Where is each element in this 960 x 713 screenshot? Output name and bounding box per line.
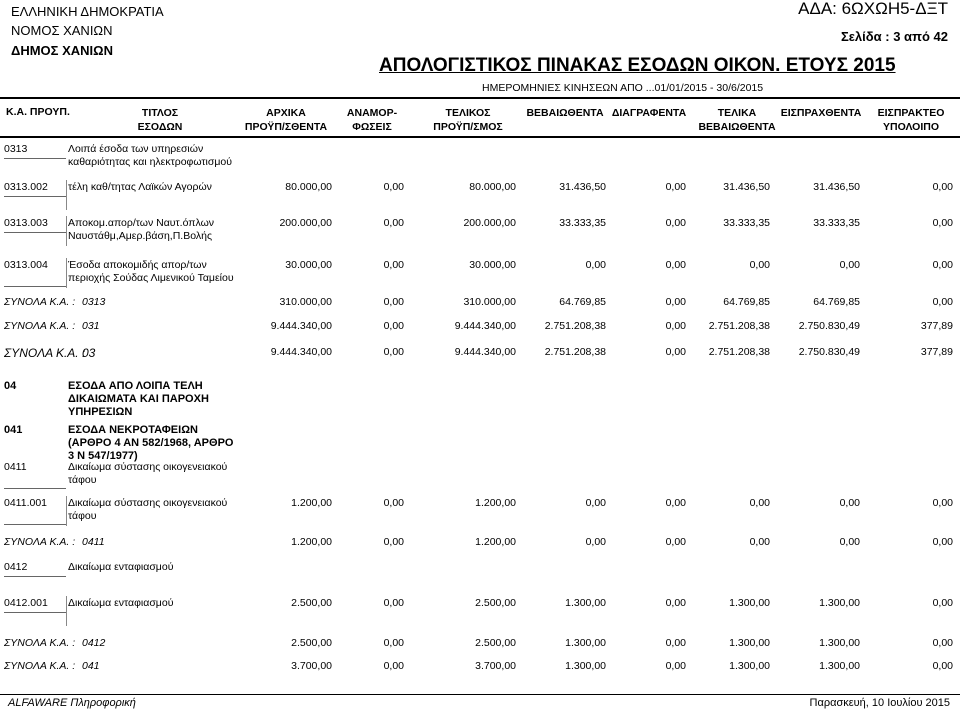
row-value: 9.444.340,00	[270, 320, 332, 332]
col-header-deleted: ΔΙΑΓΡΑΦΕΝΤΑ	[611, 107, 687, 119]
row-title: Δικαίωμα σύστασης οικογενειακού τάφου	[68, 497, 228, 522]
row-title: ΕΣΟΔΑ ΝΕΚΡΟΤΑΦΕΙΩΝ (ΑΡΘΡΟ 4 ΑΝ 582/1968, ΑΡΘΡΟ 3 Ν 547/1977)	[68, 424, 234, 462]
row-value: 1.300,00	[819, 660, 860, 672]
col-header-receivable: ΕΙΣΠΡΑΚΤΕΟ ΥΠΟΛΟΙΠΟ	[877, 107, 945, 133]
col-header-final-certified: ΤΕΛΙΚΑ ΒΕΒΑΙΩΘΕΝΤΑ	[698, 107, 776, 133]
row-value: 31.436,50	[723, 181, 770, 193]
row-value: 31.436,50	[559, 181, 606, 193]
row-value: 33.333,35	[559, 217, 606, 229]
row-value: 9.444.340,00	[454, 320, 516, 332]
row-divider	[66, 258, 67, 288]
column-header-row	[0, 99, 960, 135]
row-value: 30.000,00	[469, 259, 516, 271]
col-header-final-budget: ΤΕΛΙΚΟΣ ΠΡΟΫΠ/ΣΜΟΣ	[433, 107, 503, 133]
row-value: 0,00	[665, 296, 686, 308]
row-value: 0,00	[383, 497, 404, 509]
row-value: 1.200,00	[475, 536, 516, 548]
row-value: 0,00	[383, 217, 404, 229]
row-value: 2.750.830,49	[798, 346, 860, 358]
row-value: 3.700,00	[475, 660, 516, 672]
row-value: 0,00	[749, 497, 770, 509]
row-value: 9.444.340,00	[454, 346, 516, 358]
row-value: 2.500,00	[475, 637, 516, 649]
row-value: 0,00	[665, 637, 686, 649]
row-title: Έσοδα αποκομιδής απορ/των περιοχής Σούδας Λιμενικού Ταμείου	[68, 259, 234, 284]
row-value: 0,00	[749, 536, 770, 548]
page-number: Σελίδα : 3 από 42	[840, 29, 948, 44]
row-code: 041	[4, 424, 23, 436]
row-code: 0313.002	[4, 181, 48, 193]
row-divider	[66, 496, 67, 526]
row-underline	[4, 612, 66, 613]
row-value: 0,00	[585, 536, 606, 548]
row-value: 1.300,00	[565, 637, 606, 649]
row-value: 0,00	[383, 660, 404, 672]
row-value: 64.769,85	[723, 296, 770, 308]
row-value: 1.300,00	[819, 637, 860, 649]
row-value: 2.751.208,38	[544, 320, 606, 332]
row-value: 0,00	[383, 320, 404, 332]
row-code: 0412	[4, 561, 28, 573]
row-value: 0,00	[665, 181, 686, 193]
row-value: 0,00	[383, 536, 404, 548]
row-value: 0,00	[932, 660, 953, 672]
footer-company: ALFAWARE Πληροφορική	[8, 697, 136, 709]
row-value: 0,00	[665, 217, 686, 229]
row-divider	[66, 216, 67, 246]
row-value: 1.300,00	[565, 597, 606, 609]
row-value: 80.000,00	[469, 181, 516, 193]
row-value: 1.200,00	[475, 497, 516, 509]
row-value: 30.000,00	[285, 259, 332, 271]
row-value: 1.200,00	[291, 536, 332, 548]
row-underline	[4, 524, 66, 525]
ada-label: ΑΔΑ: 6ΩΧΩΗ5-ΔΞΤ	[798, 0, 948, 18]
row-value: 0,00	[383, 181, 404, 193]
col-header-initial: ΑΡΧΙΚΑ ΠΡΟΫΠ/ΣΘΕΝΤΑ	[244, 107, 328, 133]
row-divider	[66, 596, 67, 626]
row-value: 0,00	[932, 217, 953, 229]
row-title: τέλη καθ/τητας Λαϊκών Αγορών	[68, 181, 212, 193]
col-header-certified: ΒΕΒΑΙΩΘΕΝΤΑ	[526, 107, 604, 119]
row-value: 377,89	[920, 320, 953, 332]
municipality-label: ΔΗΜΟΣ ΧΑΝΙΩΝ	[11, 43, 113, 58]
row-value: 0,00	[665, 320, 686, 332]
row-code: ΣΥΝΟΛΑ Κ.Α. :	[4, 660, 76, 672]
row-value: 0,00	[665, 536, 686, 548]
row-code: 0411	[4, 461, 27, 473]
row-value: 1.300,00	[565, 660, 606, 672]
row-value: 0,00	[383, 296, 404, 308]
col-header-code: Κ.Α. ΠΡΟΥΠ.	[6, 106, 70, 118]
row-value: 0,00	[665, 597, 686, 609]
row-title: Αποκομ.απορ/των Ναυτ.όπλων Ναυστάθμ,Αμερ.βάση,Π.Βολής	[68, 217, 215, 242]
row-underline	[4, 232, 66, 233]
row-value: 0,00	[839, 259, 860, 271]
row-code: ΣΥΝΟΛΑ Κ.Α. :	[4, 320, 76, 332]
col-header-title: ΤΙΤΛΟΣ ΕΣΟΔΩΝ	[137, 107, 183, 133]
row-value: 1.300,00	[729, 637, 770, 649]
period-label: ΗΜΕΡΟΜΗΝΙΕΣ ΚΙΝΗΣΕΩΝ ΑΠΟ ...01/01/2015 - 30/6/2015	[482, 82, 764, 94]
row-value: 377,89	[920, 346, 953, 358]
row-value: 2.751.208,38	[708, 320, 770, 332]
row-value: 0,00	[932, 296, 953, 308]
col-header-changes: ΑΝΑΜΟΡ- ΦΩΣΕΙΣ	[346, 107, 398, 133]
row-title: 0411	[82, 536, 105, 548]
row-value: 0,00	[665, 259, 686, 271]
row-underline	[4, 196, 66, 197]
row-value: 1.300,00	[729, 660, 770, 672]
row-value: 0,00	[383, 346, 404, 358]
row-value: 33.333,35	[723, 217, 770, 229]
row-value: 64.769,85	[559, 296, 606, 308]
row-value: 80.000,00	[285, 181, 332, 193]
row-code: ΣΥΝΟΛΑ Κ.Α. :	[4, 637, 76, 649]
row-divider	[66, 180, 67, 210]
row-title: Δικαίωμα σύστασης οικογενειακού τάφου	[68, 461, 228, 486]
row-value: 9.444.340,00	[270, 346, 332, 358]
report-title: ΑΠΟΛΟΓΙΣΤΙΚΟΣ ΠΙΝΑΚΑΣ ΕΣΟΔΩΝ ΟΙΚΟΝ. ΕΤΟΥΣ 2015	[379, 55, 896, 76]
row-value: 2.500,00	[291, 597, 332, 609]
row-code: 0313.003	[4, 217, 48, 229]
row-value: 310.000,00	[279, 296, 332, 308]
row-title: 031	[82, 320, 100, 332]
row-title: 0313	[82, 296, 106, 308]
row-value: 1.300,00	[729, 597, 770, 609]
row-value: 2.500,00	[291, 637, 332, 649]
row-code: ΣΥΝΟΛΑ Κ.Α. :	[4, 296, 76, 308]
row-value: 1.300,00	[819, 597, 860, 609]
footer-date: Παρασκευή, 10 Ιουλίου 2015	[809, 697, 950, 709]
row-value: 310.000,00	[463, 296, 516, 308]
row-value: 3.700,00	[291, 660, 332, 672]
row-value: 2.751.208,38	[708, 346, 770, 358]
header-bottom-rule	[0, 136, 960, 138]
republic-label: ΕΛΛΗΝΙΚΗ ΔΗΜΟΚΡΑΤΙΑ	[11, 4, 164, 19]
row-title: Δικαίωμα ενταφιασμού	[68, 597, 174, 609]
row-value: 0,00	[932, 259, 953, 271]
row-title: Δικαίωμα ενταφιασμού	[68, 561, 174, 573]
row-code: 0313.004	[4, 259, 48, 271]
row-value: 0,00	[383, 259, 404, 271]
row-underline	[4, 158, 66, 159]
row-code: ΣΥΝΟΛΑ Κ.Α. :	[4, 536, 76, 548]
row-value: 2.750.830,49	[798, 320, 860, 332]
row-value: 31.436,50	[813, 181, 860, 193]
row-value: 0,00	[932, 497, 953, 509]
footer-rule	[0, 694, 960, 695]
row-value: 0,00	[665, 497, 686, 509]
row-value: 0,00	[932, 536, 953, 548]
row-value: 0,00	[383, 637, 404, 649]
row-title: 041	[82, 660, 100, 672]
row-code: 04	[4, 380, 17, 392]
row-code: 0313	[4, 143, 28, 155]
row-value: 0,00	[585, 259, 606, 271]
col-header-collected: ΕΙΣΠΡΑΧΘΕΝΤΑ	[780, 107, 862, 119]
row-code: ΣΥΝΟΛΑ Κ.Α. :	[4, 346, 86, 360]
row-title: ΕΣΟΔΑ ΑΠΟ ΛΟΙΠΑ ΤΕΛΗ ΔΙΚΑΙΩΜΑΤΑ ΚΑΙ ΠΑΡΟΧΗ ΥΠΗΡΕΣΙΩΝ	[68, 380, 209, 418]
row-value: 1.200,00	[291, 497, 332, 509]
row-value: 0,00	[839, 497, 860, 509]
row-title: Λοιπά έσοδα των υπηρεσιών καθαριότητας και ηλεκτροφωτισμού	[68, 143, 233, 168]
row-value: 0,00	[665, 660, 686, 672]
row-title: 0412	[82, 637, 106, 649]
row-value: 200.000,00	[279, 217, 332, 229]
row-value: 0,00	[665, 346, 686, 358]
row-code: 0411.001	[4, 497, 48, 509]
row-value: 2.751.208,38	[544, 346, 606, 358]
row-value: 0,00	[585, 497, 606, 509]
row-underline	[4, 488, 66, 489]
row-value: 0,00	[749, 259, 770, 271]
row-value: 0,00	[383, 597, 404, 609]
row-value: 0,00	[932, 597, 953, 609]
row-code: 0412.001	[4, 597, 48, 609]
row-value: 200.000,00	[463, 217, 516, 229]
row-value: 64.769,85	[813, 296, 860, 308]
row-value: 33.333,35	[813, 217, 860, 229]
row-underline	[4, 576, 66, 577]
row-value: 0,00	[839, 536, 860, 548]
prefecture-label: ΝΟΜΟΣ ΧΑΝΙΩΝ	[11, 23, 113, 38]
row-value: 0,00	[932, 181, 953, 193]
row-title: 03	[82, 346, 96, 360]
row-underline	[4, 286, 66, 287]
row-value: 2.500,00	[475, 597, 516, 609]
row-value: 0,00	[932, 637, 953, 649]
